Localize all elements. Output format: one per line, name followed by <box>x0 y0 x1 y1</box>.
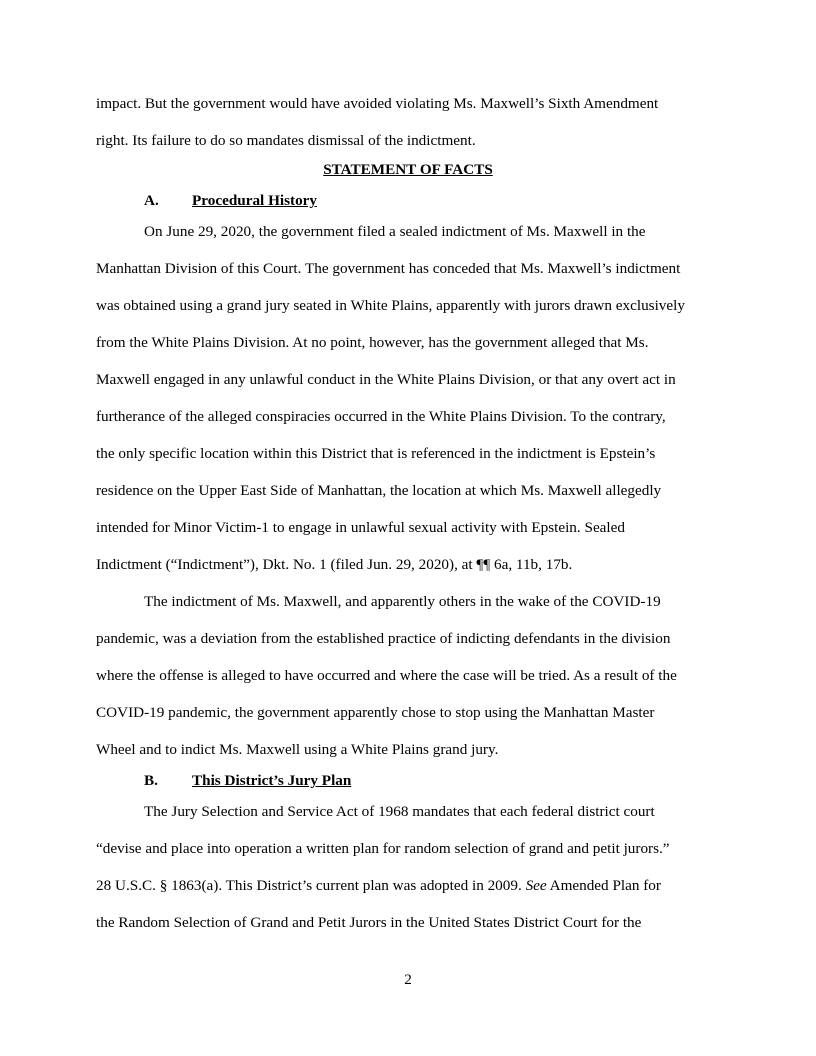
subsection-letter: A. <box>144 192 159 209</box>
body-text-line: the Random Selection of Grand and Petit Jurors in the United States District Court for the <box>96 914 642 931</box>
citation-signal: See <box>525 877 547 894</box>
body-text-line: Indictment (“Indictment”), Dkt. No. 1 (filed Jun. 29, 2020), at ¶¶ 6a, 11b, 17b. <box>96 556 573 573</box>
citation-text: Amended Plan for <box>546 877 661 894</box>
section-heading: STATEMENT OF FACTS <box>323 161 493 178</box>
body-text-line: The indictment of Ms. Maxwell, and apparently others in the wake of the COVID-19 <box>144 593 661 610</box>
body-text-line: The Jury Selection and Service Act of 1968 mandates that each federal district court <box>144 803 655 820</box>
body-text-line: impact. But the government would have avoided violating Ms. Maxwell’s Sixth Amendment <box>96 95 659 112</box>
body-text-line: pandemic, was a deviation from the established practice of indicting defendants in the division <box>96 630 671 647</box>
body-text-line: the only specific location within this District that is referenced in the indictment is Epstein’s <box>96 445 656 462</box>
body-text-line: Manhattan Division of this Court. The government has conceded that Ms. Maxwell’s indictment <box>96 260 681 277</box>
body-text-line: Wheel and to indict Ms. Maxwell using a White Plains grand jury. <box>96 741 499 758</box>
body-text-line <box>96 876 720 896</box>
body-text-line: On June 29, 2020, the government filed a sealed indictment of Ms. Maxwell in the <box>144 223 646 240</box>
body-text-line: was obtained using a grand jury seated in White Plains, apparently with jurors drawn exclusively <box>96 297 685 314</box>
page-number: 2 <box>404 971 412 988</box>
body-text-line: furtherance of the alleged conspiracies occurred in the White Plains Division. To the contrary, <box>96 408 666 425</box>
body-text-line: right. Its failure to do so mandates dismissal of the indictment. <box>96 132 476 149</box>
body-text-line: where the offense is alleged to have occurred and where the case will be tried. As a result of the <box>96 667 677 684</box>
subsection-heading-b <box>96 771 720 791</box>
subsection-title: Procedural History <box>192 192 317 209</box>
body-text-line: from the White Plains Division. At no point, however, has the government alleged that Ms. <box>96 334 649 351</box>
body-text-line: residence on the Upper East Side of Manhattan, the location at which Ms. Maxwell allegedly <box>96 482 662 499</box>
body-text-line: Maxwell engaged in any unlawful conduct in the White Plains Division, or that any overt act in <box>96 371 676 388</box>
body-text-line: intended for Minor Victim-1 to engage in unlawful sexual activity with Epstein. Sealed <box>96 519 625 536</box>
subsection-title: This District’s Jury Plan <box>192 772 352 789</box>
citation-text: 28 U.S.C. § 1863(a). This District’s current plan was adopted in 2009. <box>96 877 526 894</box>
body-text-line: COVID-19 pandemic, the government apparently chose to stop using the Manhattan Master <box>96 704 655 721</box>
body-text-line: “devise and place into operation a written plan for random selection of grand and petit jurors.” <box>96 840 670 857</box>
subsection-letter: B. <box>144 772 158 789</box>
subsection-heading-a <box>96 191 720 211</box>
